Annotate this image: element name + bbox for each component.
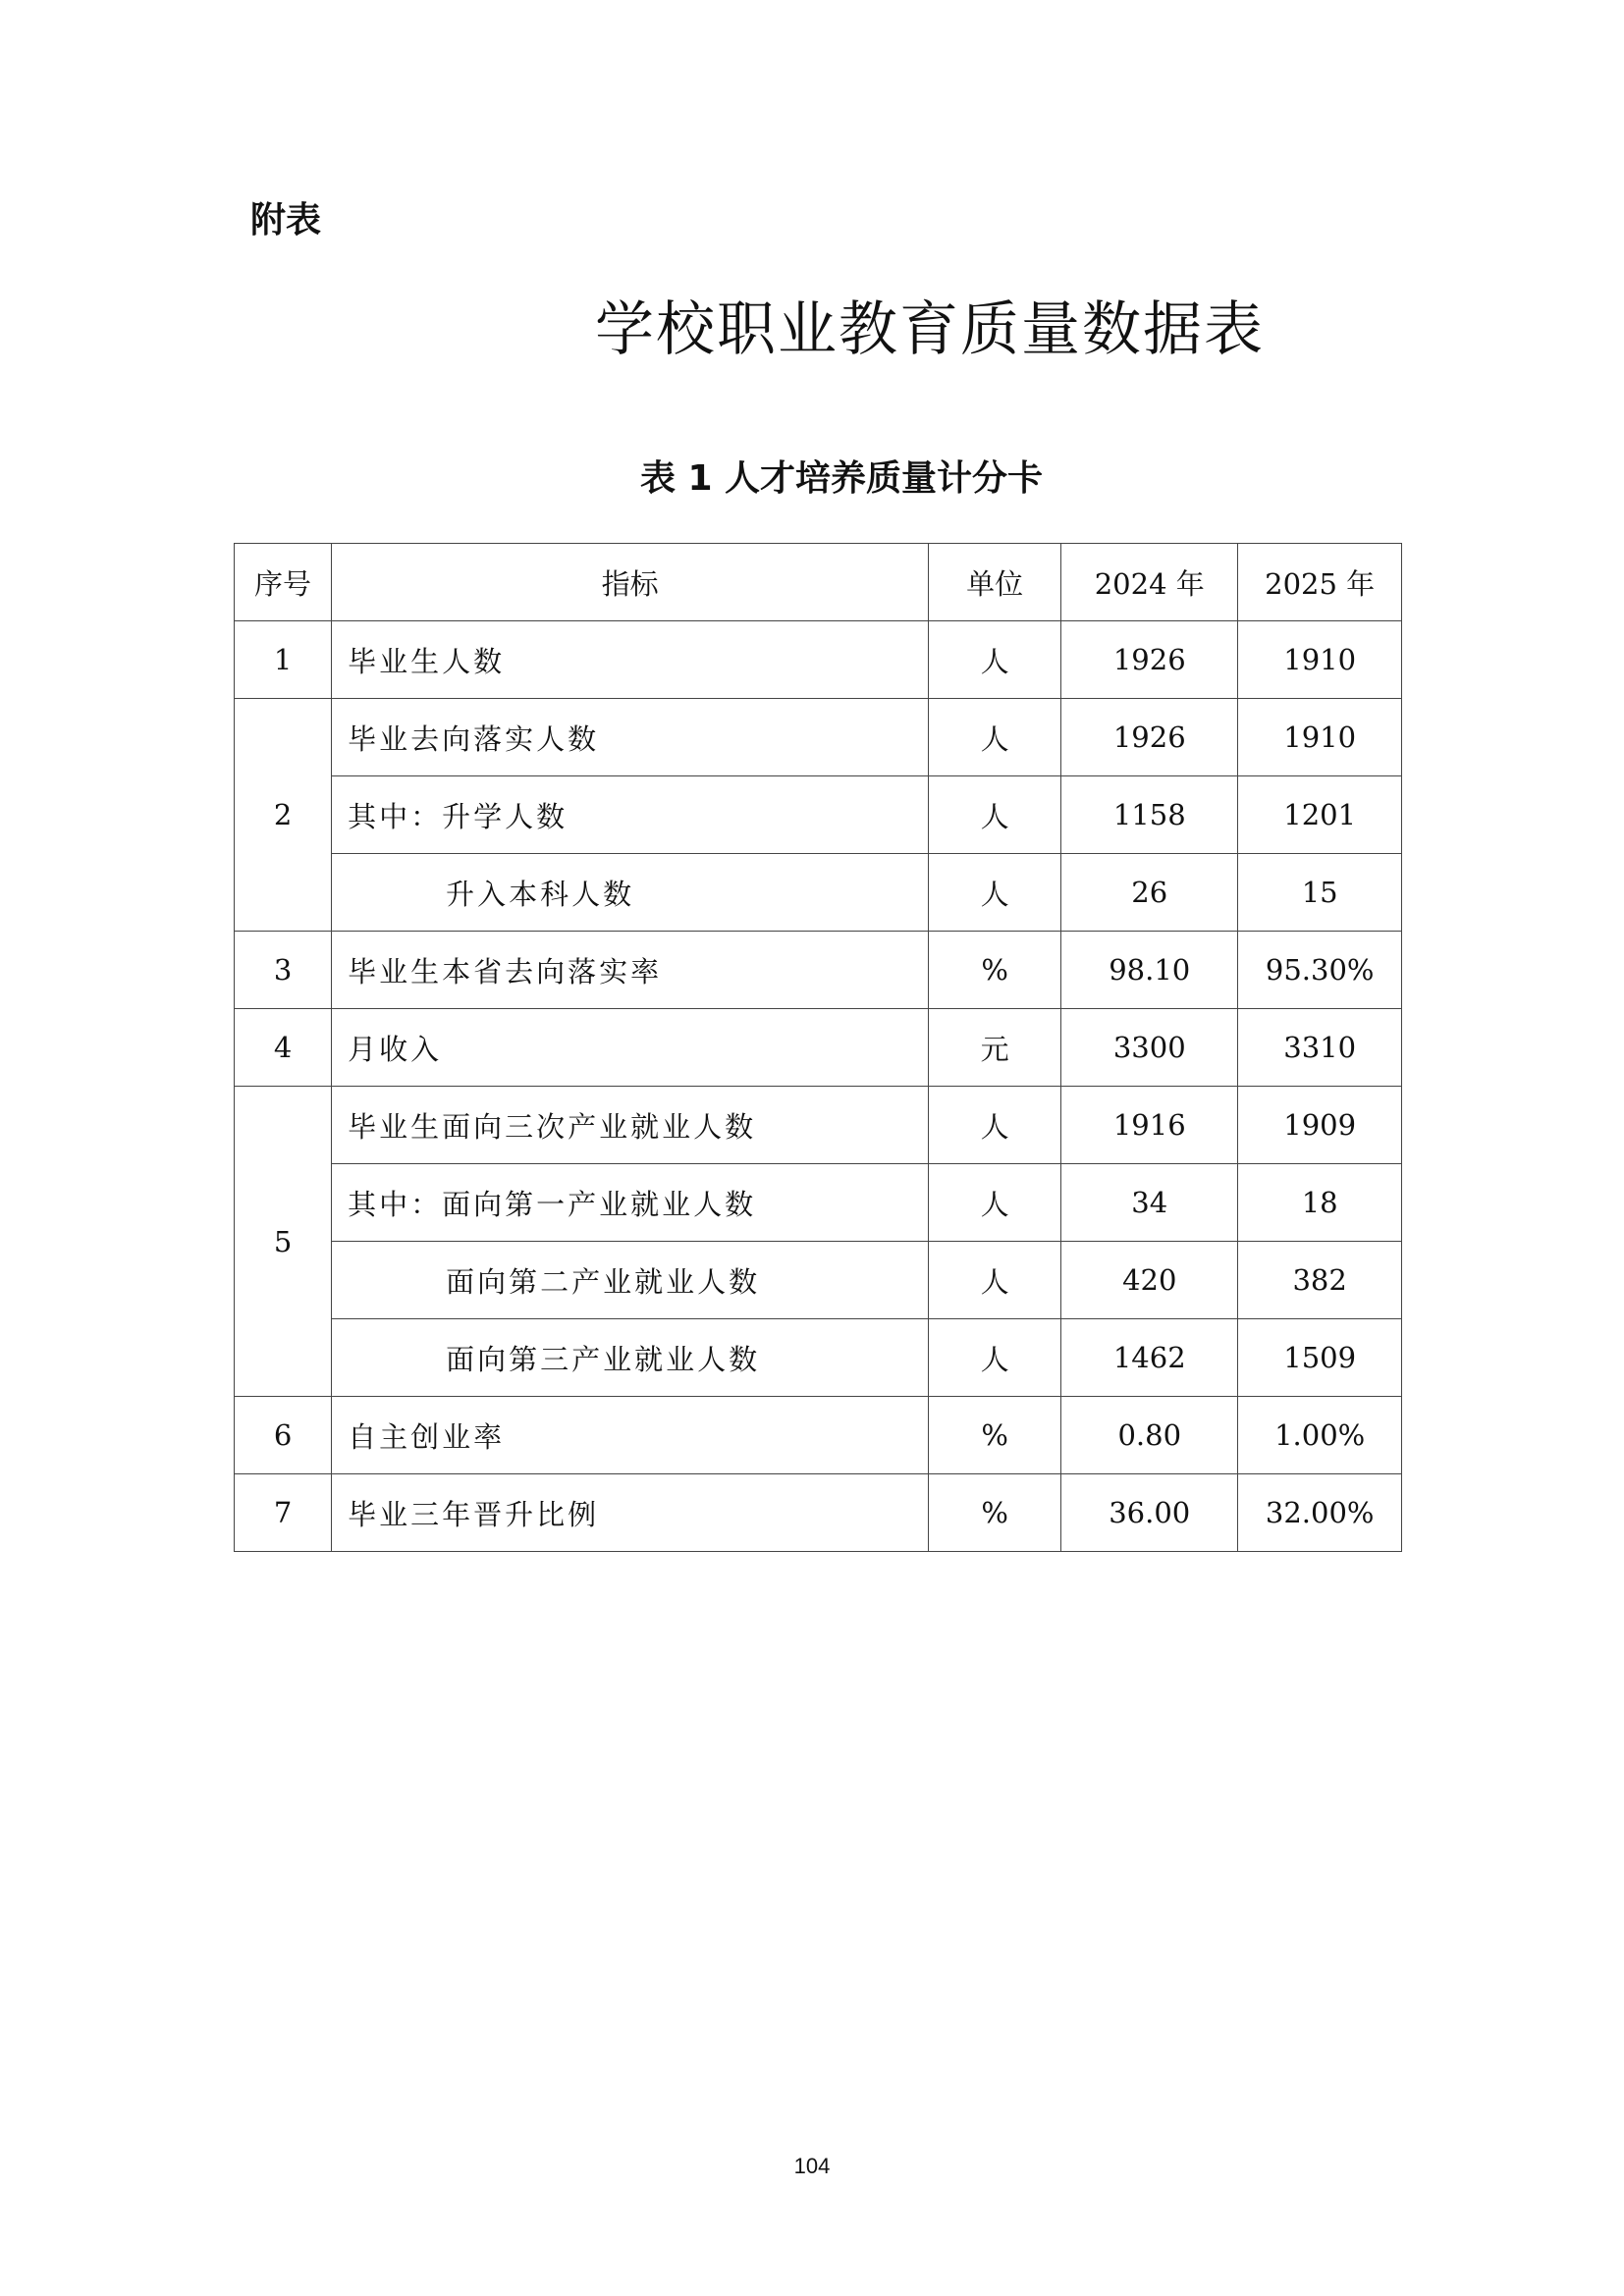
row-seq-cell: 1 <box>235 621 332 699</box>
row-indicator-cell: 面向第三产业就业人数 <box>332 1319 929 1397</box>
row-seq-cell: 3 <box>235 932 332 1009</box>
row-value-2024-cell: 1926 <box>1061 621 1238 699</box>
row-seq-cell: 6 <box>235 1397 332 1474</box>
row-value-2025-cell: 18 <box>1238 1164 1402 1242</box>
row-value-2024-cell: 1158 <box>1061 776 1238 854</box>
row-unit-cell: 人 <box>929 1242 1061 1319</box>
row-value-2025-cell: 1.00% <box>1238 1397 1402 1474</box>
row-value-2025-cell: 1509 <box>1238 1319 1402 1397</box>
row-unit-cell: 人 <box>929 1319 1061 1397</box>
row-indicator-cell: 月收入 <box>332 1009 929 1087</box>
row-indicator-cell: 其中：升学人数 <box>332 776 929 854</box>
row-value-2025-cell: 32.00% <box>1238 1474 1402 1552</box>
row-value-2024-cell: 36.00 <box>1061 1474 1238 1552</box>
row-value-2024-cell: 0.80 <box>1061 1397 1238 1474</box>
table-caption: 表 1 人才培养质量计分卡 <box>639 458 1044 499</box>
row-value-2024-cell: 1916 <box>1061 1087 1238 1164</box>
row-indicator-cell: 毕业生人数 <box>332 621 929 699</box>
row-seq-cell: 2 <box>235 699 332 932</box>
row-indicator-cell: 毕业三年晋升比例 <box>332 1474 929 1552</box>
row-value-2025-cell: 3310 <box>1238 1009 1402 1087</box>
row-indicator-cell: 毕业生本省去向落实率 <box>332 932 929 1009</box>
table-row <box>235 699 1402 776</box>
appendix-label: 附表 <box>250 200 322 240</box>
header-unit: 单位 <box>929 544 1061 621</box>
row-unit-cell: 人 <box>929 854 1061 932</box>
table-row <box>235 1474 1402 1552</box>
table-header-row <box>235 544 1402 621</box>
row-value-2025-cell: 1910 <box>1238 699 1402 776</box>
row-seq-cell: 4 <box>235 1009 332 1087</box>
row-unit-cell: 人 <box>929 776 1061 854</box>
table-row <box>235 621 1402 699</box>
row-indicator-cell: 升入本科人数 <box>332 854 929 932</box>
row-value-2025-cell: 1910 <box>1238 621 1402 699</box>
row-value-2024-cell: 420 <box>1061 1242 1238 1319</box>
table-row <box>235 1242 1402 1319</box>
row-value-2024-cell: 3300 <box>1061 1009 1238 1087</box>
row-value-2025-cell: 95.30% <box>1238 932 1402 1009</box>
table-row <box>235 1319 1402 1397</box>
table-row <box>235 932 1402 1009</box>
table-row <box>235 1009 1402 1087</box>
row-indicator-cell: 其中：面向第一产业就业人数 <box>332 1164 929 1242</box>
header-year-2025: 2025 年 <box>1238 544 1402 621</box>
row-value-2024-cell: 34 <box>1061 1164 1238 1242</box>
header-indicator: 指标 <box>332 544 929 621</box>
row-unit-cell: 人 <box>929 1164 1061 1242</box>
row-value-2024-cell: 1462 <box>1061 1319 1238 1397</box>
talent-quality-scorecard-table <box>234 543 1402 1552</box>
header-year-2024: 2024 年 <box>1061 544 1238 621</box>
table-row <box>235 1087 1402 1164</box>
row-value-2025-cell: 1909 <box>1238 1087 1402 1164</box>
row-value-2024-cell: 26 <box>1061 854 1238 932</box>
row-value-2024-cell: 98.10 <box>1061 932 1238 1009</box>
table-row <box>235 776 1402 854</box>
row-value-2024-cell: 1926 <box>1061 699 1238 776</box>
row-indicator-cell: 毕业去向落实人数 <box>332 699 929 776</box>
row-seq-cell: 7 <box>235 1474 332 1552</box>
table-row <box>235 1397 1402 1474</box>
table-body <box>235 621 1402 1552</box>
row-unit-cell: 元 <box>929 1009 1061 1087</box>
page-number: 104 <box>793 2154 831 2178</box>
table-row <box>235 854 1402 932</box>
row-value-2025-cell: 15 <box>1238 854 1402 932</box>
row-value-2025-cell: 1201 <box>1238 776 1402 854</box>
row-value-2025-cell: 382 <box>1238 1242 1402 1319</box>
document-title: 学校职业教育质量数据表 <box>595 295 1265 364</box>
row-indicator-cell: 面向第二产业就业人数 <box>332 1242 929 1319</box>
row-indicator-cell: 自主创业率 <box>332 1397 929 1474</box>
header-seq: 序号 <box>235 544 332 621</box>
table-row <box>235 1164 1402 1242</box>
row-seq-cell: 5 <box>235 1087 332 1397</box>
row-unit-cell: 人 <box>929 699 1061 776</box>
row-unit-cell: 人 <box>929 1087 1061 1164</box>
row-unit-cell: % <box>929 932 1061 1009</box>
row-unit-cell: % <box>929 1474 1061 1552</box>
row-unit-cell: 人 <box>929 621 1061 699</box>
row-unit-cell: % <box>929 1397 1061 1474</box>
row-indicator-cell: 毕业生面向三次产业就业人数 <box>332 1087 929 1164</box>
